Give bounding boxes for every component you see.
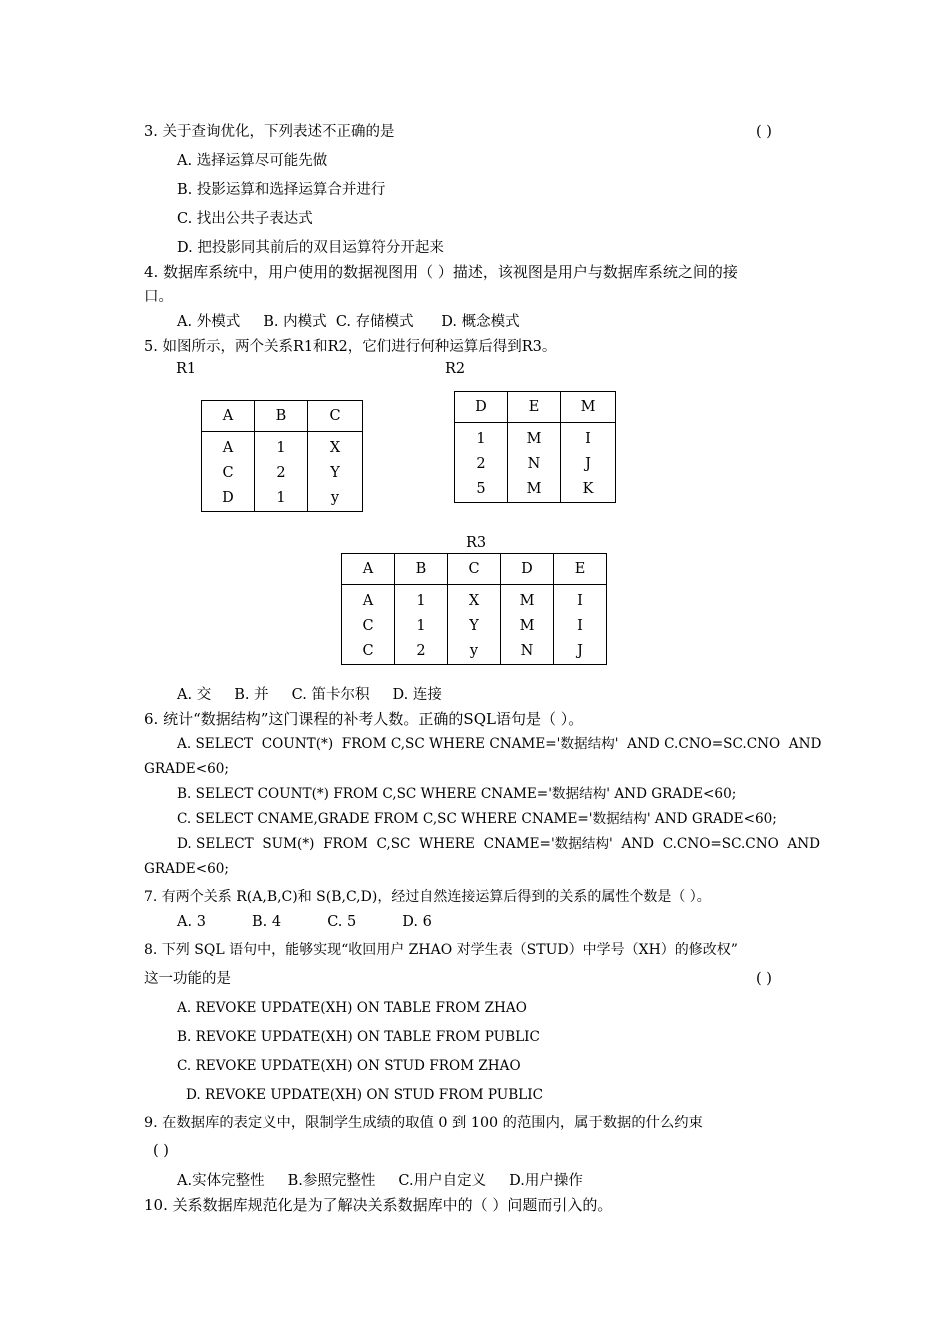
table-cell: Y [330,465,340,481]
table-cell: 5 [476,481,486,497]
table-cell: 1 [416,618,426,634]
q8-option-d: D. REVOKE UPDATE(XH) ON STUD FROM PUBLIC [186,1087,543,1103]
q6-option-a-line2: GRADE<60; [144,761,230,777]
r3-table [341,553,607,665]
q3-answer-paren: ( ) [756,124,772,140]
q4-stem-line1: 4. 数据库系统中，用户使用的数据视图用（ ）描述，该视图是用户与数据库系统之间的接 [144,263,738,281]
q6-option-d-line2: GRADE<60; [144,861,230,877]
q3-stem: 3. 关于查询优化，下列表述不正确的是 [144,124,395,140]
q6-option-c: C. SELECT CNAME,GRADE FROM C,SC WHERE CNAME='数据结构' AND GRADE<60; [177,811,777,827]
r3-header: B [394,554,447,584]
table-cell: J [577,643,583,659]
table-cell: 2 [476,456,486,472]
q8-answer-paren: ( ) [756,971,772,987]
table-cell: 1 [476,431,486,447]
table-cell: C [362,643,374,659]
q10-stem: 10. 关系数据库规范化是为了解决关系数据库中的（ ）问题而引入的。 [144,1196,613,1214]
r1-table [201,400,363,512]
q7-options: A. 3 B. 4 C. 5 D. 6 [177,914,432,930]
r3-caption: R3 [466,535,487,551]
r1-caption: R1 [176,361,197,377]
table-cell: I [577,618,583,634]
table-cell: 2 [416,643,426,659]
table-cell: X [329,440,341,456]
r3-header: E [553,554,606,584]
table-cell: 1 [276,440,286,456]
r1-header: C [307,401,362,431]
q9-answer-paren: ( ) [153,1143,169,1159]
q5-stem: 5. 如图所示，两个关系R1和R2，它们进行何种运算后得到R3。 [144,339,557,355]
r3-header: A [362,561,374,577]
q8-option-c: C. REVOKE UPDATE(XH) ON STUD FROM ZHAO [177,1058,521,1074]
q6-option-a-line1: A. SELECT COUNT(*) FROM C,SC WHERE CNAME='数据结构' AND C.CNO=SC.CNO AND [177,736,822,752]
r2-caption: R2 [445,361,466,377]
q4-stem-line2: 口。 [144,289,173,305]
q6-option-b: B. SELECT COUNT(*) FROM C,SC WHERE CNAME='数据结构' AND GRADE<60; [177,786,737,802]
q6-option-d-line1: D. SELECT SUM(*) FROM C,SC WHERE CNAME='数据结构' AND C.CNO=SC.CNO AND [177,836,821,852]
table-cell: y [330,490,340,506]
table-cell: K [582,481,594,497]
r1-header: B [254,401,307,431]
q9-options: A.实体完整性 B.参照完整性 C.用户自定义 D.用户操作 [177,1173,583,1189]
r2-header: M [560,392,615,422]
q8-option-b: B. REVOKE UPDATE(XH) ON TABLE FROM PUBLIC [177,1029,540,1045]
table-cell: N [527,456,541,472]
table-cell: M [519,593,535,609]
table-cell: J [585,456,591,472]
q8-stem-line2: 这一功能的是 [144,971,231,987]
q8-stem-line1: 8. 下列 SQL 语句中，能够实现“收回用户 ZHAO 对学生表（STUD）中学号（XH）的修改权” [144,942,738,958]
q9-stem-line1: 9. 在数据库的表定义中，限制学生成绩的取值 0 到 100 的范围内，属于数据的什么约束 [144,1115,703,1131]
q3-option-a: A. 选择运算尽可能先做 [177,153,328,169]
r2-table [454,391,616,503]
q8-option-a: A. REVOKE UPDATE(XH) ON TABLE FROM ZHAO [177,1000,527,1016]
r2-header: D [475,399,487,415]
r3-header: D [500,554,553,584]
table-cell: I [577,593,583,609]
q4-options: A. 外模式 B. 内模式 C. 存储模式 D. 概念模式 [177,314,520,330]
table-cell: N [520,643,534,659]
q3-option-d: D. 把投影同其前后的双目运算符分开起来 [177,240,444,256]
table-cell: X [468,593,480,609]
r2-header: E [507,392,560,422]
q7-stem: 7. 有两个关系 R(A,B,C)和 S(B,C,D)，经过自然连接运算后得到的关系的属性个数是（ ）。 [144,889,711,905]
table-cell: M [526,481,542,497]
table-cell: 2 [276,465,286,481]
table-cell: D [222,490,234,506]
table-cell: y [469,643,479,659]
table-cell: A [222,440,234,456]
q5-options: A. 交 B. 并 C. 笛卡尔积 D. 连接 [177,687,442,703]
q3-option-b: B. 投影运算和选择运算合并进行 [177,182,386,198]
table-cell: A [362,593,374,609]
table-cell: 1 [276,490,286,506]
table-cell: C [362,618,374,634]
table-cell: M [519,618,535,634]
table-cell: C [222,465,234,481]
table-cell: 1 [416,593,426,609]
q6-stem: 6. 统计“数据结构”这门课程的补考人数。正确的SQL语句是（ ）。 [144,710,584,728]
r1-header: A [222,408,234,424]
table-cell: Y [469,618,479,634]
table-cell: M [526,431,542,447]
r3-header: C [447,554,500,584]
q3-option-c: C. 找出公共子表达式 [177,211,313,227]
table-cell: I [585,431,591,447]
